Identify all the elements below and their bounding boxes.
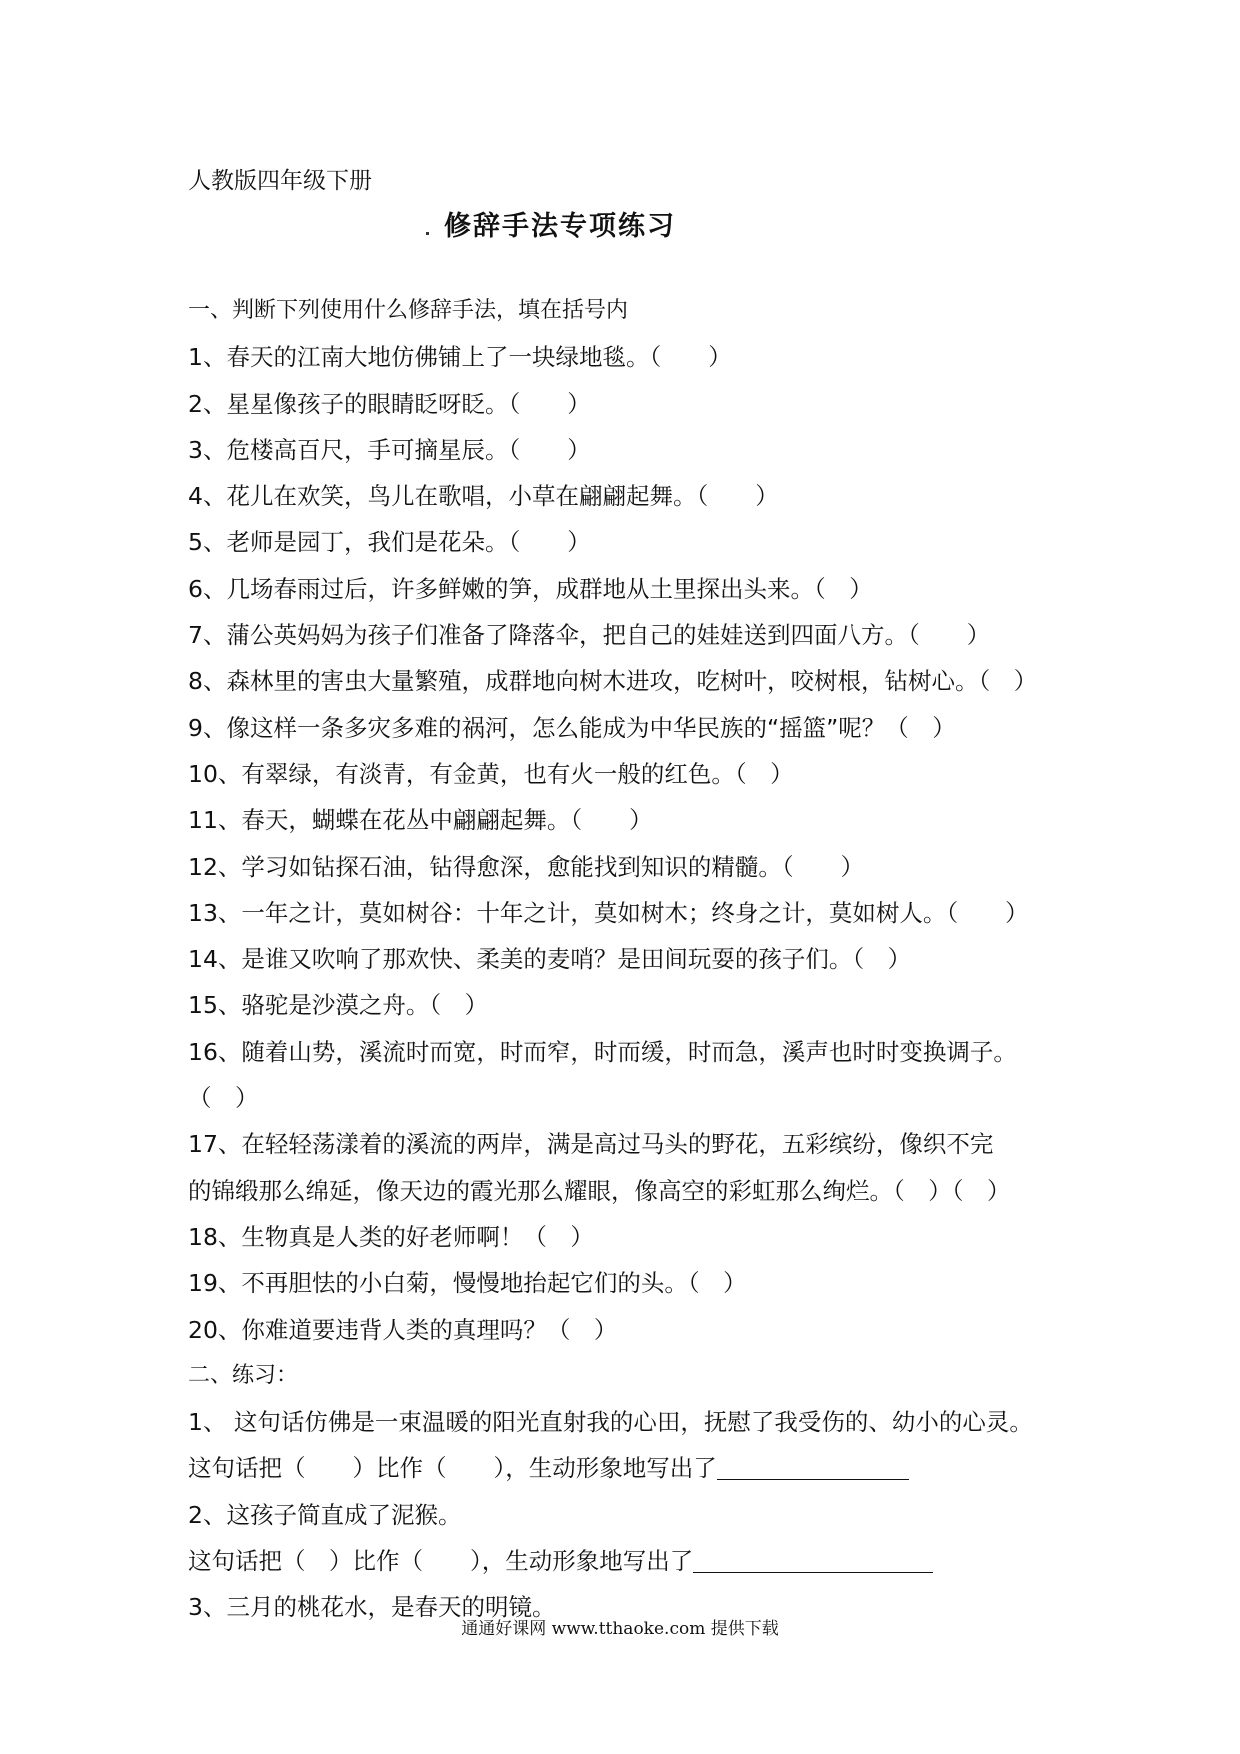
section-2-heading: 二、练习： [188, 1362, 299, 1388]
question-item: 16、随着山势，溪流时而宽，时而窄，时而缓，时而急，溪声也时时变换调子。 [188, 1037, 1017, 1066]
practice-fill-2-text: 这句话把（ ）比作（ ），生动形象地写出了 [188, 1547, 694, 1576]
practice-question-1: 1、 这句话仿佛是一束温暖的阳光直射我的心田，抚慰了我受伤的、幼小的心灵。 [188, 1408, 1033, 1437]
practice-question-2: 2、这孩子简直成了泥猴。 [188, 1500, 462, 1529]
question-item: 15、骆驼是沙漠之舟。（ ） [188, 991, 489, 1020]
question-item: 12、学习如钻探石油，钻得愈深，愈能找到知识的精髓。（ ） [188, 852, 865, 881]
edition-label: 人教版四年级下册 [188, 168, 372, 194]
question-item: 17、在轻轻荡漾着的溪流的两岸，满是高过马头的野花，五彩缤纷，像织不完 [188, 1130, 994, 1159]
question-item: 6、几场春雨过后，许多鲜嫩的笋，成群地从土里探出头来。（ ） [188, 574, 873, 603]
question-item: 13、一年之计，莫如树谷：十年之计，莫如树木；终身之计，莫如树人。（ ） [188, 898, 1029, 927]
question-item: 3、危楼高百尺，手可摘星辰。（ ） [188, 435, 591, 464]
question-item: 1、春天的江南大地仿佛铺上了一块绿地毯。（ ） [188, 343, 732, 372]
practice-fill-1-text: 这句话把（ ）比作（ ），生动形象地写出了 [188, 1454, 717, 1483]
question-item: 19、不再胆怯的小白菊，慢慢地抬起它们的头。（ ） [188, 1269, 747, 1298]
footer-credit: 通通好课网 www.tthaoke.com 提供下载 [461, 1619, 779, 1639]
question-item: 9、像这样一条多灾多难的祸河，怎么能成为中华民族的“摇篮”呢？（ ） [188, 713, 956, 742]
question-item: 14、是谁又吹响了那欢快、柔美的麦哨？是田间玩耍的孩子们。（ ） [188, 945, 912, 974]
question-item: 8、森林里的害虫大量繁殖，成群地向树木进攻，吃树叶，咬树根，钻树心。（ ） [188, 667, 1038, 696]
exercise-content [188, 288, 1068, 1631]
question-item: 20、你难道要违背人类的真理吗？（ ） [188, 1315, 618, 1344]
question-item: 的锦缎那么绵延，像天边的霞光那么耀眼，像高空的彩虹那么绚烂。（ ）（ ） [188, 1176, 1011, 1205]
page-title: 修辞手法专项练习 [444, 211, 676, 242]
answer-blank[interactable] [693, 1571, 933, 1573]
question-item: 2、星星像孩子的眼睛眨呀眨。（ ） [188, 389, 591, 418]
section-1-heading: 一、判断下列使用什么修辞手法，填在括号内 [188, 298, 629, 323]
question-item: 5、老师是园丁，我们是花朵。（ ） [188, 528, 591, 557]
question-item: 18、生物真是人类的好老师啊！（ ） [188, 1222, 594, 1251]
question-item: 10、有翠绿，有淡青，有金黄，也有火一般的红色。（ ） [188, 759, 794, 788]
question-item: 4、花儿在欢笑，鸟儿在歌唱，小草在翩翩起舞。（ ） [188, 482, 779, 511]
question-item: 11、春天，蝴蝶在花丛中翩翩起舞。（ ） [188, 806, 653, 835]
answer-blank[interactable] [717, 1478, 909, 1480]
practice-question-3: 3、三月的桃花水，是春天的明镜。 [188, 1593, 556, 1622]
question-item: 7、蒲公英妈妈为孩子们准备了降落伞，把自己的娃娃送到四面八方。（ ） [188, 621, 991, 650]
practice-fill-2 [188, 1538, 1068, 1584]
practice-fill-1 [188, 1445, 1068, 1491]
question-item: （ ） [188, 1084, 259, 1113]
